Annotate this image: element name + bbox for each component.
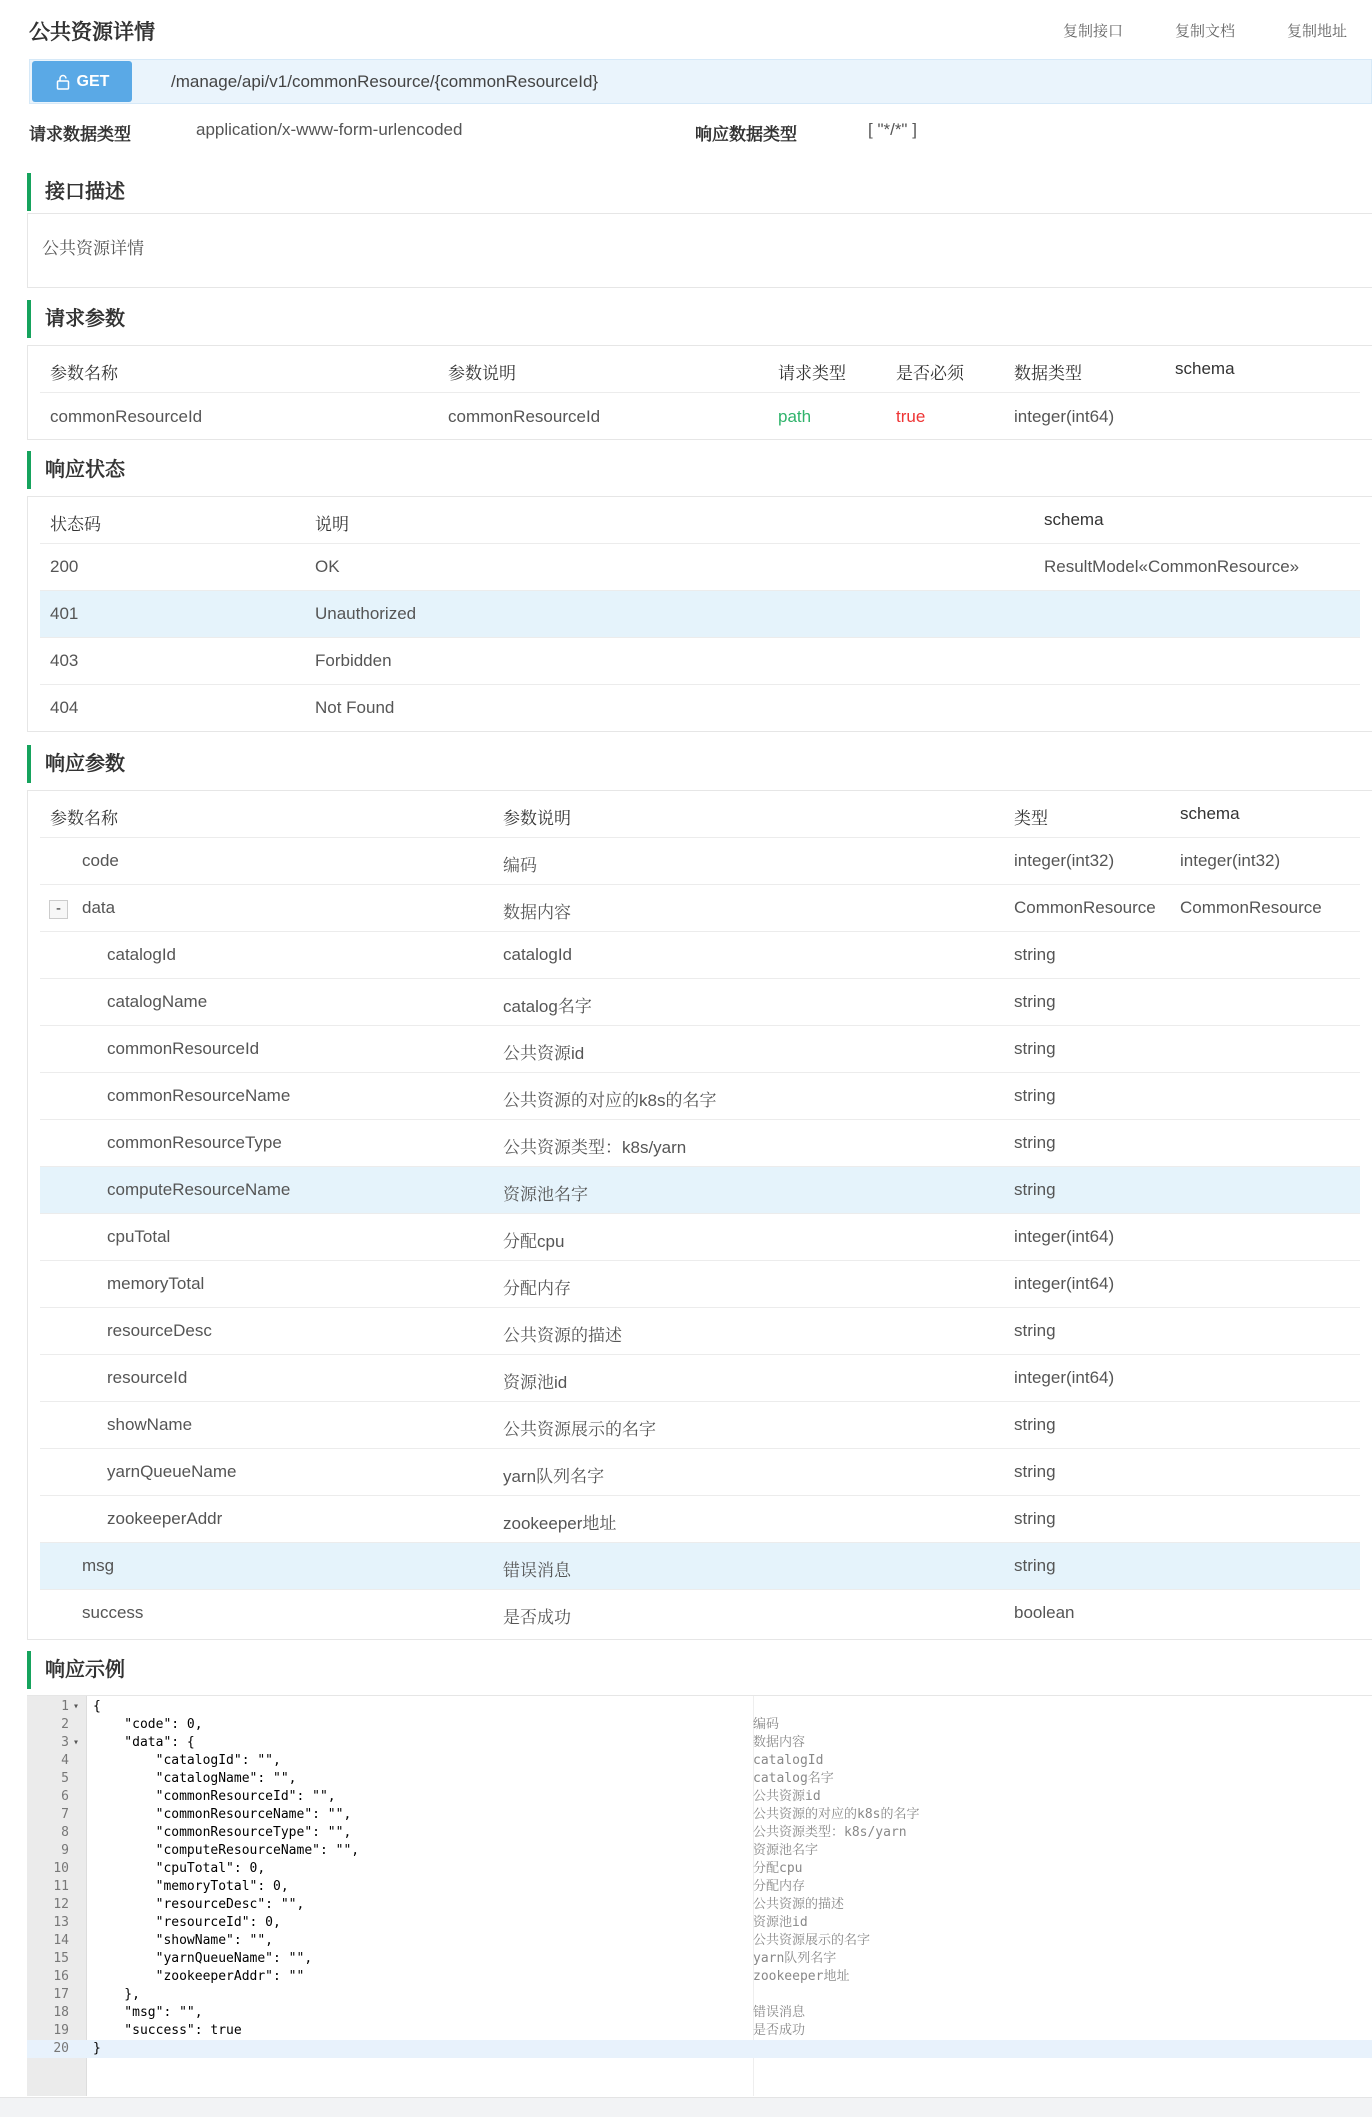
code-line [27, 2040, 1372, 2058]
code-comment: catalogId [753, 1753, 824, 1768]
param-desc: 资源池id [503, 1373, 568, 1392]
code-text: "showName": "", [93, 1933, 274, 1948]
param-name: data [82, 898, 116, 917]
line-number: 20 [53, 2041, 69, 2056]
param-name: memoryTotal [107, 1274, 205, 1293]
param-schema: integer(int32) [1180, 851, 1281, 870]
table-row [40, 1026, 1360, 1073]
copy-actions [1063, 20, 1347, 41]
request-type-value: application/x-www-form-urlencoded [196, 120, 463, 139]
code-text: "data": { [93, 1735, 195, 1750]
line-number: 6 [61, 1789, 69, 1804]
line-number: 12 [53, 1897, 69, 1912]
code-comment: 公共资源展示的名字 [753, 1933, 871, 1948]
section-title-response-example: 响应示例 [27, 1651, 1372, 1689]
line-number: 4 [61, 1753, 69, 1768]
response-type-value: [ "*/*" ] [868, 120, 917, 139]
code-comment: 分配内存 [753, 1879, 806, 1894]
header-cell: 参数名称 [50, 364, 118, 383]
param-name: commonResourceId [50, 407, 203, 426]
table-row [40, 685, 1360, 732]
table-row [40, 1355, 1360, 1402]
unlock-icon [55, 74, 71, 90]
param-name: catalogId [107, 945, 176, 964]
param-desc: 公共资源的描述 [503, 1326, 622, 1345]
param-desc: 公共资源类型：k8s/yarn [503, 1138, 687, 1157]
line-number: 10 [53, 1861, 69, 1876]
code-text: "catalogId": "", [93, 1753, 281, 1768]
table-row [40, 1073, 1360, 1120]
code-line [27, 1806, 1372, 1824]
param-desc: 分配内存 [503, 1279, 571, 1298]
code-line [27, 1842, 1372, 1860]
code-line [27, 1914, 1372, 1932]
param-desc: 资源池名字 [503, 1185, 588, 1204]
line-number: 13 [53, 1915, 69, 1930]
param-desc: 公共资源id [503, 1044, 585, 1063]
code-comment: 公共资源的描述 [753, 1897, 845, 1912]
param-type: string [1014, 1039, 1056, 1058]
request-type-label: 请求数据类型 [29, 125, 131, 144]
table-row [40, 1449, 1360, 1496]
code-comment: 公共资源id [753, 1789, 821, 1804]
param-type: integer(int32) [1014, 851, 1115, 870]
table-row [40, 932, 1360, 979]
param-name: commonResourceId [107, 1039, 260, 1058]
table-row [40, 979, 1360, 1026]
line-number: 1 [61, 1699, 69, 1714]
response-type-label: 响应数据类型 [695, 125, 797, 144]
param-name: showName [107, 1415, 193, 1434]
line-number: 15 [53, 1951, 69, 1966]
header-cell: 请求类型 [778, 364, 846, 383]
param-desc: commonResourceId [448, 407, 601, 426]
request-params-table [27, 345, 1372, 440]
code-line [27, 1950, 1372, 1968]
copy-address-link[interactable]: 复制地址 [1286, 23, 1347, 40]
section-title-request-params: 请求参数 [27, 300, 1372, 338]
param-type: string [1014, 1180, 1056, 1199]
line-number: 14 [53, 1933, 69, 1948]
param-desc: catalogId [503, 945, 572, 964]
line-number: 7 [61, 1807, 69, 1822]
top-bar [0, 0, 1372, 58]
status-code: 401 [50, 604, 79, 623]
param-type: string [1014, 1509, 1056, 1528]
code-comment: yarn队列名字 [753, 1951, 837, 1966]
param-type: string [1014, 1321, 1056, 1340]
param-type: string [1014, 945, 1056, 964]
header-cell: 数据类型 [1014, 364, 1082, 383]
param-name: yarnQueueName [107, 1462, 237, 1481]
code-comment: 资源池id [753, 1915, 808, 1930]
copy-document-link[interactable]: 复制文档 [1174, 23, 1235, 40]
code-line [27, 1770, 1372, 1788]
section-title-response-status: 响应状态 [27, 451, 1372, 489]
table-row [40, 885, 1360, 932]
param-type: string [1014, 1415, 1056, 1434]
code-text: "code": 0, [93, 1717, 203, 1732]
status-code: 404 [50, 698, 79, 717]
code-line [27, 2004, 1372, 2022]
param-name: commonResourceType [107, 1133, 282, 1152]
table-header-row [40, 346, 1360, 393]
header-cell: 是否必须 [896, 364, 964, 383]
param-desc: yarn队列名字 [503, 1467, 605, 1486]
status-schema: ResultModel«CommonResource» [1044, 557, 1300, 576]
param-type: integer(int64) [1014, 1274, 1115, 1293]
code-text: "cpuTotal": 0, [93, 1861, 266, 1876]
table-row [40, 544, 1360, 591]
code-text: "zookeeperAddr": "" [93, 1969, 305, 1984]
param-type: string [1014, 1133, 1056, 1152]
header-cell: schema [1180, 804, 1240, 823]
line-number: 11 [53, 1879, 69, 1894]
code-line [27, 1968, 1372, 1986]
code-comment: 公共资源类型：k8s/yarn [753, 1825, 907, 1840]
param-name: commonResourceName [107, 1086, 291, 1105]
collapse-toggle[interactable]: - [49, 900, 68, 919]
param-name: resourceDesc [107, 1321, 212, 1340]
param-type: CommonResource [1014, 898, 1156, 917]
code-comment: 资源池名字 [753, 1843, 819, 1858]
endpoint-path: /manage/api/v1/commonResource/{commonResourceId} [171, 72, 599, 91]
code-line [27, 1896, 1372, 1914]
description-text: 公共资源详情 [42, 239, 144, 258]
code-line [27, 1734, 1372, 1752]
status-code: 200 [50, 557, 79, 576]
code-line [27, 1788, 1372, 1806]
param-desc: 数据内容 [503, 903, 571, 922]
table-row [40, 838, 1360, 885]
code-comment: 公共资源的对应的k8s的名字 [753, 1807, 920, 1822]
code-line [27, 2022, 1372, 2040]
response-params-table [27, 790, 1372, 1640]
fold-arrow-icon[interactable]: ▾ [73, 1737, 80, 1748]
param-desc: 错误消息 [503, 1561, 571, 1580]
page-title: 公共资源详情 [29, 21, 155, 44]
table-row [40, 1167, 1360, 1214]
table-row [40, 1120, 1360, 1167]
header-cell: 状态码 [50, 515, 101, 534]
table-header-row [40, 791, 1360, 838]
table-row [40, 1590, 1360, 1637]
param-desc: catalog名字 [503, 997, 592, 1016]
table-row [40, 1214, 1360, 1261]
code-comment: 错误消息 [753, 2005, 806, 2020]
param-in: path [778, 407, 812, 426]
line-number: 2 [61, 1717, 69, 1732]
header-cell: 说明 [315, 515, 349, 534]
code-text: "commonResourceId": "", [93, 1789, 336, 1804]
param-name: code [82, 851, 119, 870]
line-number: 3 [61, 1735, 69, 1750]
method-button[interactable] [32, 61, 132, 102]
response-status-table [27, 496, 1372, 732]
param-type: string [1014, 1086, 1056, 1105]
code-text: "yarnQueueName": "", [93, 1951, 313, 1966]
content-type-row [29, 120, 1369, 150]
code-line [27, 1932, 1372, 1950]
line-number: 16 [53, 1969, 69, 1984]
section-title-description: 接口描述 [27, 173, 1372, 211]
code-comment: 数据内容 [753, 1735, 806, 1750]
table-row [40, 1543, 1360, 1590]
code-text: "commonResourceType": "", [93, 1825, 352, 1840]
status-code: 403 [50, 651, 79, 670]
code-line [27, 1716, 1372, 1734]
code-text: "commonResourceName": "", [93, 1807, 352, 1822]
code-text: { [93, 1699, 101, 1714]
code-text: "computeResourceName": "", [93, 1843, 360, 1858]
code-line [27, 1878, 1372, 1896]
param-name: computeResourceName [107, 1180, 291, 1199]
param-type: string [1014, 992, 1056, 1011]
param-type: integer(int64) [1014, 407, 1115, 426]
table-row [40, 1261, 1360, 1308]
header-cell: 类型 [1014, 809, 1048, 828]
code-line [27, 1860, 1372, 1878]
code-comment: catalog名字 [753, 1771, 834, 1786]
code-line [27, 1698, 1372, 1716]
param-schema: CommonResource [1180, 898, 1322, 917]
code-comment: zookeeper地址 [753, 1969, 850, 1984]
table-row [40, 394, 1360, 441]
param-name: resourceId [107, 1368, 188, 1387]
param-name: zookeeperAddr [107, 1509, 223, 1528]
table-row [40, 1308, 1360, 1355]
param-type: string [1014, 1556, 1056, 1575]
param-type: integer(int64) [1014, 1227, 1115, 1246]
param-name: catalogName [107, 992, 208, 1011]
code-comment: 编码 [753, 1717, 780, 1732]
table-row [40, 1402, 1360, 1449]
code-text: "msg": "", [93, 2005, 203, 2020]
method-label: GET [76, 72, 110, 90]
table-row [40, 591, 1360, 638]
line-number: 8 [61, 1825, 69, 1840]
footer [0, 2097, 1372, 2117]
code-text: "success": true [93, 2023, 242, 2038]
line-number: 9 [61, 1843, 69, 1858]
header-cell: 参数说明 [448, 364, 516, 383]
status-desc: Unauthorized [315, 604, 417, 623]
code-comment: 分配cpu [753, 1861, 803, 1876]
code-line [27, 1752, 1372, 1770]
header-cell: schema [1044, 510, 1104, 529]
code-comment: 是否成功 [753, 2023, 806, 2038]
code-text: "resourceDesc": "", [93, 1897, 305, 1912]
code-text: }, [93, 1987, 140, 2002]
code-text: "memoryTotal": 0, [93, 1879, 289, 1894]
param-name: success [82, 1603, 144, 1622]
param-type: integer(int64) [1014, 1368, 1115, 1387]
table-header-row [40, 497, 1360, 544]
table-row [40, 638, 1360, 685]
param-required: true [896, 407, 926, 426]
status-desc: OK [315, 557, 340, 576]
param-type: string [1014, 1462, 1056, 1481]
param-type: boolean [1014, 1603, 1075, 1622]
param-name: msg [82, 1556, 115, 1575]
copy-interface-link[interactable]: 复制接口 [1062, 23, 1123, 40]
line-number: 17 [53, 1987, 69, 2002]
param-name: cpuTotal [107, 1227, 171, 1246]
code-text: "catalogName": "", [93, 1771, 297, 1786]
header-cell: schema [1175, 359, 1235, 378]
param-desc: 公共资源展示的名字 [503, 1420, 656, 1439]
status-desc: Not Found [315, 698, 395, 717]
param-desc: 分配cpu [503, 1232, 565, 1251]
param-desc: 编码 [503, 856, 537, 875]
param-desc: 公共资源的对应的k8s的名字 [503, 1091, 717, 1110]
endpoint-bar [29, 59, 1372, 104]
code-line [27, 1986, 1372, 2004]
line-number: 19 [53, 2023, 69, 2038]
param-desc: zookeeper地址 [503, 1514, 617, 1533]
header-cell: 参数名称 [50, 809, 118, 828]
param-desc: 是否成功 [503, 1608, 571, 1627]
code-text: } [93, 2041, 101, 2056]
status-desc: Forbidden [315, 651, 392, 670]
section-title-response-params: 响应参数 [27, 745, 1372, 783]
code-line [27, 1824, 1372, 1842]
line-number: 18 [53, 2005, 69, 2020]
header-cell: 参数说明 [503, 809, 571, 828]
code-text: "resourceId": 0, [93, 1915, 281, 1930]
fold-arrow-icon[interactable]: ▾ [73, 1701, 80, 1712]
table-row [40, 1496, 1360, 1543]
response-example-editor[interactable] [27, 1695, 1372, 2095]
description-box [27, 213, 1372, 288]
line-number: 5 [61, 1771, 69, 1786]
